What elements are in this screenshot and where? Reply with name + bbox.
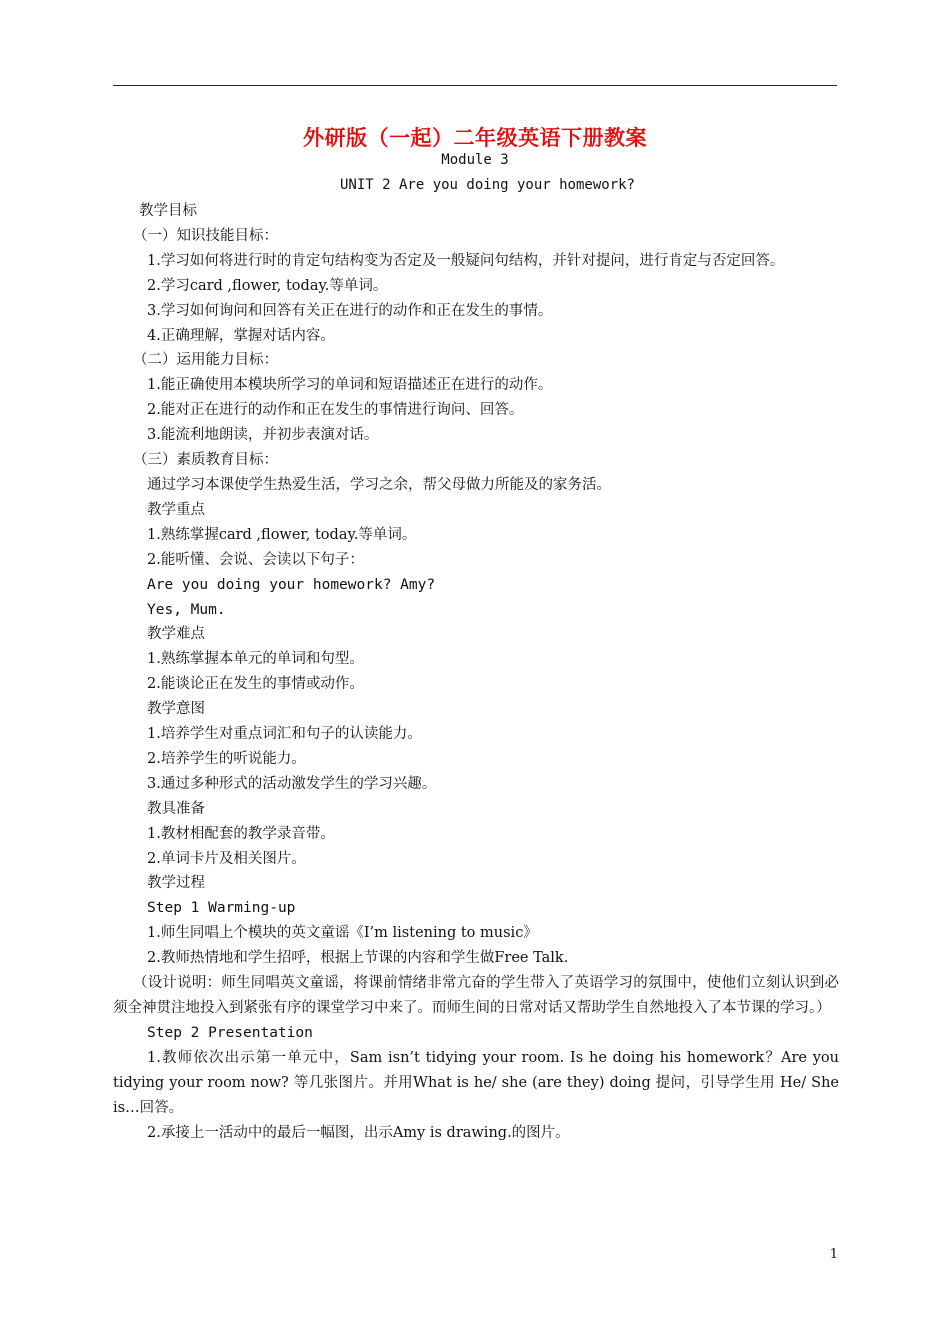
list-item: 2.学习card ,flower, today.等单词。: [147, 277, 388, 294]
section-heading-process: 教学过程: [147, 875, 205, 892]
list-item: 3.能流利地朗读，并初步表演对话。: [147, 427, 379, 444]
unit-heading: UNIT 2 Are you doing your homework?: [339, 177, 635, 193]
step-heading: Step 2 Presentation: [147, 1024, 313, 1041]
section-heading-key-points: 教学重点: [147, 501, 205, 518]
header-rule: [113, 85, 837, 86]
subsection-heading: （二）运用能力目标：: [133, 352, 278, 369]
document-title: 外研版（一起）二年级英语下册教案: [303, 126, 647, 150]
subsection-heading: （一）知识技能目标：: [133, 227, 278, 244]
module-heading: Module 3: [441, 152, 509, 168]
section-heading-intent: 教学意图: [147, 701, 205, 718]
list-item: 1.学习如何将进行时的肯定句结构变为否定及一般疑问句结构，并针对提问，进行肯定与否定回答。: [147, 252, 785, 269]
list-item: 2.教师热情地和学生招呼，根据上节课的内容和学生做Free Talk.: [147, 950, 569, 967]
list-item: 2.能对正在进行的动作和正在发生的事情进行询问、回答。: [147, 402, 524, 419]
list-item: 1.熟练掌握card ,flower, today.等单词。: [147, 526, 417, 543]
list-item: 2.能听懂、会说、会读以下句子：: [147, 551, 364, 568]
example-sentence: Are you doing your homework? Amy?: [147, 576, 436, 593]
example-sentence: Yes, Mum.: [147, 601, 226, 618]
paragraph: 通过学习本课使学生热爱生活，学习之余，帮父母做力所能及的家务活。: [147, 476, 611, 493]
list-item: 1.熟练掌握本单元的单词和句型。: [147, 651, 364, 668]
list-item: 1.师生同唱上个模块的英文童谣《I’m listening to music》: [147, 925, 538, 942]
list-item: 4.正确理解，掌握对话内容。: [147, 327, 335, 344]
list-item: 1.培养学生对重点词汇和句子的认读能力。: [147, 726, 422, 743]
list-item: 3.学习如何询问和回答有关正在进行的动作和正在发生的事情。: [147, 302, 553, 319]
subsection-heading: （三）素质教育目标：: [133, 452, 278, 469]
list-item: 1.教材相配套的教学录音带。: [147, 825, 335, 842]
section-heading-materials: 教具准备: [147, 800, 205, 817]
list-item: 2.承接上一活动中的最后一幅图，出示Amy is drawing.的图片。: [147, 1124, 570, 1141]
list-item: 1.能正确使用本模块所学习的单词和短语描述正在进行的动作。: [147, 377, 553, 394]
list-item: 1.教师依次出示第一单元中，Sam isn’t tidying your room. Is he doing his homework？Are you tidying your room now? 等几张图片。并用What is he/ she (are they) doing 提问，引导学生用 He/ She is…回答。: [113, 1049, 839, 1116]
design-note: （设计说明：师生同唱英文童谣，将课前情绪非常亢奋的学生带入了英语学习的氛围中，使他们立刻认识到必须全神贯注地投入到紧张有序的课堂学习中来了。而师生间的日常对话又帮助学生自然地投入了本节课的学习。）: [113, 975, 839, 1016]
section-heading-objectives: 教学目标: [139, 203, 197, 219]
step-heading: Step 1 Warming-up: [147, 900, 296, 917]
list-item: 2.单词卡片及相关图片。: [147, 850, 306, 867]
document-body: [113, 199, 839, 1145]
list-item: 2.能谈论正在发生的事情或动作。: [147, 676, 364, 693]
list-item: 2.培养学生的听说能力。: [147, 750, 306, 767]
section-heading-difficulties: 教学难点: [147, 626, 205, 643]
page-number: 1: [829, 1247, 838, 1262]
list-item: 3.通过多种形式的活动激发学生的学习兴趣。: [147, 775, 437, 792]
